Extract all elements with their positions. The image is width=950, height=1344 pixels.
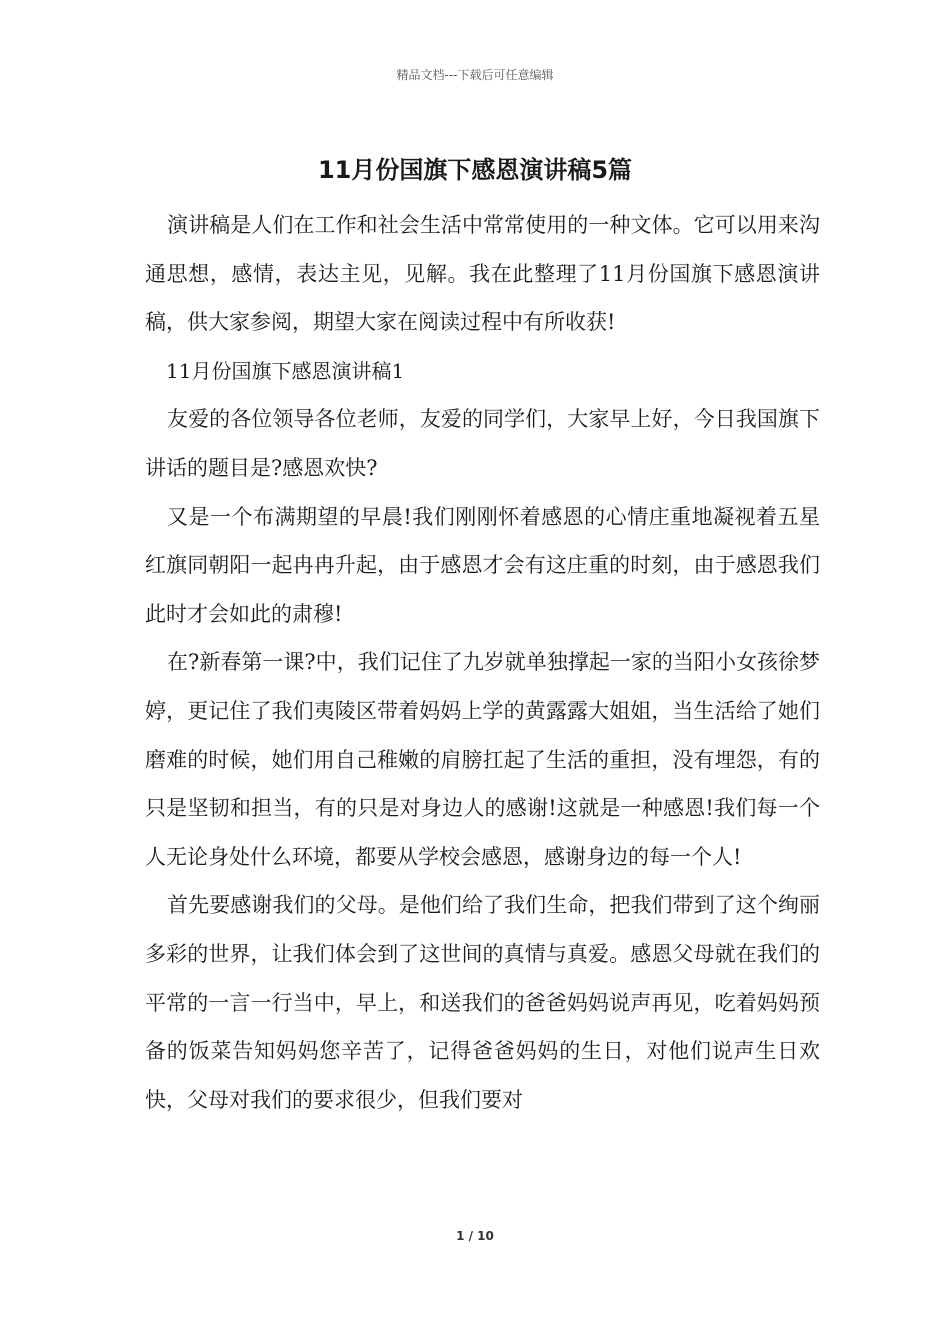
paragraph-parents: 首先要感谢我们的父母。是他们给了我们生命，把我们带到了这个绚丽多彩的世界，让我们体会到了这世间的真情与真爱。感恩父母就在我们的平常的一言一行当中，早上，和送我们的爸爸妈妈说声再见，吃着妈妈预备的饭菜告知妈妈您辛苦了，记得爸爸妈妈的生日，对他们说声生日欢快，父母对我们的要求很少，但我们要对 — [145, 893, 820, 1112]
paragraph-morning: 又是一个布满期望的早晨!我们刚刚怀着感恩的心情庄重地凝视着五星红旗同朝阳一起冉冉升起，由于感恩才会有这庄重的时刻，由于感恩我们此时才会如此的肃穆! — [145, 504, 820, 626]
page-number: 1 / 10 — [456, 1229, 494, 1243]
document-title: 11月份国旗下感恩演讲稿5篇 — [317, 156, 633, 184]
section-heading: 11月份国旗下感恩演讲稿1 — [166, 358, 405, 383]
document-body — [145, 201, 820, 1124]
page-header-note: 精品文档---下载后可任意编辑 — [396, 68, 554, 82]
paragraph-examples: 在?新春第一课?中，我们记住了九岁就单独撑起一家的当阳小女孩徐梦婷，更记住了我们夷陵区带着妈妈上学的黄露露大姐姐，当生活给了她们磨难的时候，她们用自己稚嫩的肩膀扛起了生活的重担，没有埋怨，有的只是坚韧和担当，有的只是对身边人的感谢!这就是一种感恩!我们每一个人无论身处什么环境，都要从学校会感恩，感谢身边的每一个人! — [145, 650, 820, 869]
paragraph-intro: 演讲稿是人们在工作和社会生活中常常使用的一种文体。它可以用来沟通思想，感情，表达主见，见解。我在此整理了11月份国旗下感恩演讲稿，供大家参阅，期望大家在阅读过程中有所收获! — [145, 213, 820, 335]
paragraph-greeting: 友爱的各位领导各位老师，友爱的同学们，大家早上好，今日我国旗下讲话的题目是?感恩欢快? — [145, 407, 820, 480]
